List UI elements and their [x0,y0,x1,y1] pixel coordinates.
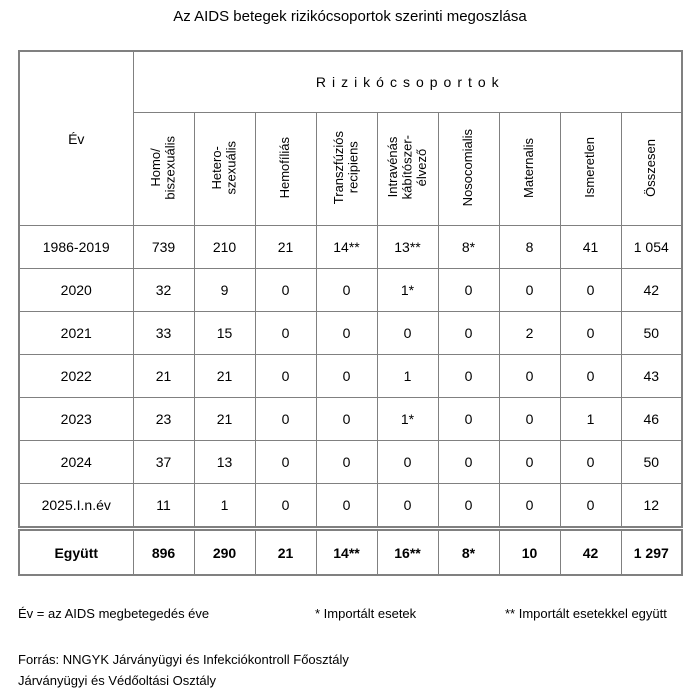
column-header-label: Hetero- szexuális [208,140,239,195]
value-cell: 13 [194,441,255,484]
value-cell: 0 [255,398,316,441]
value-cell: 0 [438,484,499,529]
value-cell: 290 [194,529,255,576]
value-cell: 0 [316,441,377,484]
column-header-6 [438,113,499,226]
value-cell: 0 [316,312,377,355]
year-cell: 2023 [19,398,133,441]
footnote-imported: * Importált esetek [315,606,417,621]
value-cell: 37 [133,441,194,484]
value-cell: 32 [133,269,194,312]
column-header-label: Összesen [642,138,658,197]
value-cell: 11 [133,484,194,529]
value-cell: 42 [560,529,621,576]
value-cell: 0 [499,398,560,441]
value-cell: 8 [499,226,560,269]
value-cell: 0 [499,441,560,484]
value-cell: 0 [560,312,621,355]
value-cell: 16** [377,529,438,576]
value-cell: 21 [194,355,255,398]
column-header-2 [194,113,255,226]
column-header-3 [255,113,316,226]
column-header-1 [133,113,194,226]
value-cell: 0 [560,355,621,398]
value-cell: 0 [560,269,621,312]
column-header-label: Nosocomialis [460,128,476,207]
column-header-label: Transzfúziós recipiens [330,130,361,205]
column-header-5 [377,113,438,226]
table-row [19,226,682,269]
value-cell: 2 [499,312,560,355]
value-cell: 0 [438,441,499,484]
value-cell: 0 [377,484,438,529]
value-cell: 210 [194,226,255,269]
value-cell: 10 [499,529,560,576]
value-cell: 23 [133,398,194,441]
footnote-year-legend: Év = az AIDS megbetegedés éve [18,606,210,621]
source-block [18,650,349,692]
year-cell: 2022 [19,355,133,398]
value-cell: 33 [133,312,194,355]
value-cell: 0 [255,269,316,312]
group-header-row [19,51,682,113]
table-row [19,398,682,441]
total-row [19,529,682,576]
value-cell: 42 [621,269,682,312]
value-cell: 1 [560,398,621,441]
table-row [19,441,682,484]
value-cell: 14** [316,226,377,269]
value-cell: 0 [316,269,377,312]
table-row [19,312,682,355]
table-row [19,355,682,398]
source-line-1: Forrás: NNGYK Járványügyi és Infekciókontroll Főosztály [18,652,349,667]
value-cell: 0 [255,355,316,398]
table-body [19,226,682,576]
value-cell: 41 [560,226,621,269]
value-cell: 1* [377,398,438,441]
value-cell: 8* [438,529,499,576]
page-title: Az AIDS betegek rizikócsoportok szerinti megoszlása [173,8,527,25]
value-cell: 0 [499,269,560,312]
value-cell: 0 [255,312,316,355]
value-cell: 46 [621,398,682,441]
year-cell: 2021 [19,312,133,355]
value-cell: 0 [316,355,377,398]
column-header-label: Homo/ biszexuális [147,135,178,200]
table-row [19,269,682,312]
value-cell: 13** [377,226,438,269]
value-cell: 0 [316,398,377,441]
value-cell: 0 [377,441,438,484]
value-cell: 50 [621,312,682,355]
column-header-4 [316,113,377,226]
table-row [19,484,682,529]
value-cell: 739 [133,226,194,269]
value-cell: 1 054 [621,226,682,269]
column-header-label: Maternalis [521,137,537,198]
value-cell: 21 [255,529,316,576]
value-cell: 896 [133,529,194,576]
column-header-label: Intravénás kábítószer- élvező [384,135,429,200]
value-cell: 0 [377,312,438,355]
value-cell: 21 [194,398,255,441]
value-cell: 12 [621,484,682,529]
value-cell: 1 [377,355,438,398]
year-column-header: Év [19,51,133,226]
source-line-2: Járványügyi és Védőoltási Osztály [18,672,216,688]
value-cell: 0 [316,484,377,529]
value-cell: 15 [194,312,255,355]
value-cell: 0 [438,398,499,441]
column-header-8 [560,113,621,226]
risk-groups-table [18,50,683,576]
value-cell: 1 [194,484,255,529]
year-cell: 2020 [19,269,133,312]
value-cell: 8* [438,226,499,269]
value-cell: 0 [255,484,316,529]
column-header-label: Ismeretlen [582,137,598,198]
column-header-label: Hemofíliás [277,136,293,199]
footnotes [18,606,682,624]
year-cell: Együtt [19,529,133,576]
value-cell: 0 [499,484,560,529]
value-cell: 0 [438,355,499,398]
value-cell: 0 [560,441,621,484]
column-header-7 [499,113,560,226]
risk-groups-header: Rizikócsoportok [133,51,682,113]
year-cell: 1986-2019 [19,226,133,269]
value-cell: 9 [194,269,255,312]
value-cell: 1* [377,269,438,312]
value-cell: 21 [255,226,316,269]
value-cell: 14** [316,529,377,576]
value-cell: 0 [438,312,499,355]
column-header-9 [621,113,682,226]
year-cell: 2024 [19,441,133,484]
value-cell: 1 297 [621,529,682,576]
value-cell: 0 [438,269,499,312]
year-cell: 2025.I.n.év [19,484,133,529]
value-cell: 43 [621,355,682,398]
value-cell: 0 [255,441,316,484]
value-cell: 21 [133,355,194,398]
footnote-imported-with: ** Importált esetekkel együtt [505,606,667,621]
value-cell: 0 [560,484,621,529]
value-cell: 50 [621,441,682,484]
value-cell: 0 [499,355,560,398]
